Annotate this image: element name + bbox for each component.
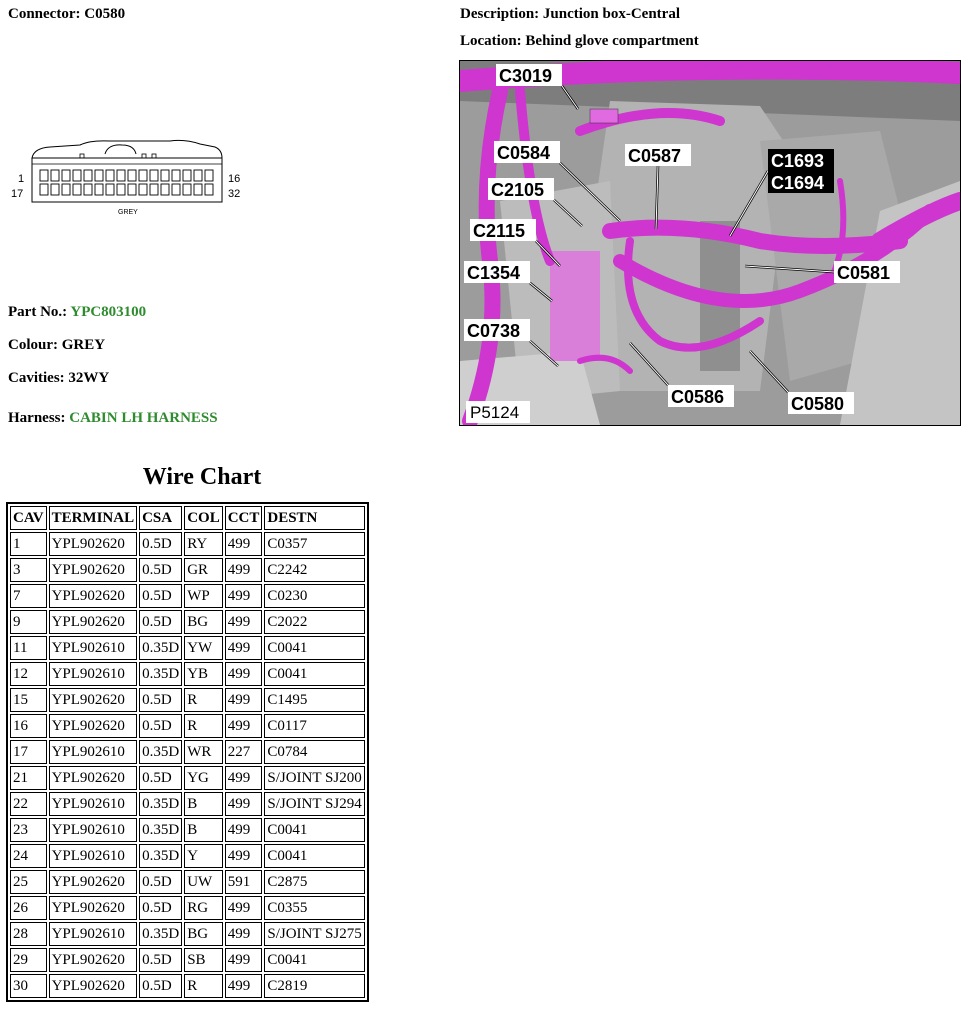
connector-pin — [150, 184, 158, 195]
callout-label: C3019 — [499, 66, 553, 86]
table-cell-col: RY — [184, 532, 223, 556]
table-cell-destn: C0230 — [264, 584, 364, 608]
table-cell-cct: 499 — [225, 688, 263, 712]
table-cell-terminal: YPL902620 — [49, 714, 138, 738]
callout-label: C1354 — [467, 263, 521, 283]
table-cell-destn: C0041 — [264, 636, 364, 660]
table-cell-destn: S/JOINT SJ294 — [264, 792, 364, 816]
table-row — [10, 896, 365, 920]
table-cell-cav: 15 — [10, 688, 47, 712]
connector-pin — [95, 170, 103, 181]
photo-ref-label: P5124 — [470, 403, 520, 422]
table-row — [10, 740, 365, 764]
table-cell-terminal: YPL902620 — [49, 558, 138, 582]
table-cell-cav: 26 — [10, 896, 47, 920]
connector-face-drawing — [10, 130, 250, 220]
table-cell-terminal: YPL902620 — [49, 974, 138, 998]
colour-value: GREY — [61, 337, 106, 353]
cavities-value: 32WY — [68, 370, 110, 386]
table-cell-cct: 499 — [225, 818, 263, 842]
connector-pin — [172, 170, 180, 181]
table-row — [10, 610, 365, 634]
table-cell-destn: S/JOINT SJ275 — [264, 922, 364, 946]
table-cell-csa: 0.5D — [139, 688, 182, 712]
table-cell-csa: 0.5D — [139, 948, 182, 972]
table-cell-cav: 22 — [10, 792, 47, 816]
table-cell-col: R — [184, 688, 223, 712]
connector-pin — [139, 184, 147, 195]
connector-pin — [172, 184, 180, 195]
table-cell-col: GR — [184, 558, 223, 582]
location-value: Behind glove compartment — [525, 33, 699, 49]
connector-line — [8, 6, 125, 23]
connector-pin — [51, 170, 59, 181]
connector-pin — [40, 170, 48, 181]
column-header-csa: CSA — [139, 506, 182, 530]
callout-label: C0581 — [837, 263, 891, 283]
connector-pin — [84, 184, 92, 195]
table-cell-cav: 23 — [10, 818, 47, 842]
table-cell-destn: C1495 — [264, 688, 364, 712]
description-value: Junction box-Central — [542, 6, 680, 22]
callout-label: C0580 — [791, 394, 845, 414]
connector-pin — [117, 170, 125, 181]
connector-pin — [73, 184, 81, 195]
table-cell-cav: 1 — [10, 532, 47, 556]
table-cell-col: Y — [184, 844, 223, 868]
table-cell-destn: C0041 — [264, 662, 364, 686]
table-cell-csa: 0.5D — [139, 532, 182, 556]
location-line — [460, 33, 699, 50]
callout-label: C2115 — [473, 221, 526, 241]
connector-pin — [161, 170, 169, 181]
connector-pin — [139, 170, 147, 181]
connector-pin — [51, 184, 59, 195]
table-cell-csa: 0.5D — [139, 558, 182, 582]
table-cell-destn: C0357 — [264, 532, 364, 556]
callout-label: C1694 — [771, 173, 825, 193]
table-row — [10, 922, 365, 946]
table-cell-destn: C0784 — [264, 740, 364, 764]
table-cell-csa: 0.5D — [139, 896, 182, 920]
table-cell-cav: 12 — [10, 662, 47, 686]
table-cell-csa: 0.5D — [139, 610, 182, 634]
table-cell-destn: C0041 — [264, 818, 364, 842]
column-header-cav: CAV — [10, 506, 47, 530]
pin-1-label: 1 — [18, 173, 25, 185]
part-no-line — [8, 304, 146, 321]
table-cell-csa: 0.5D — [139, 714, 182, 738]
table-row — [10, 870, 365, 894]
table-cell-terminal: YPL902610 — [49, 844, 138, 868]
table-cell-cct: 227 — [225, 740, 263, 764]
table-cell-terminal: YPL902610 — [49, 818, 138, 842]
connector-value: C0580 — [84, 6, 126, 22]
connector-pin — [106, 170, 114, 181]
connector-pin — [73, 170, 81, 181]
table-cell-csa: 0.35D — [139, 740, 182, 764]
table-cell-cav: 11 — [10, 636, 47, 660]
connector-pin — [183, 184, 191, 195]
table-cell-terminal: YPL902610 — [49, 922, 138, 946]
callout-label: C1693 — [771, 151, 825, 171]
cavities-line — [8, 370, 109, 387]
table-cell-cct: 499 — [225, 922, 263, 946]
table-row — [10, 558, 365, 582]
connector-pin — [95, 184, 103, 195]
table-cell-col: WP — [184, 584, 223, 608]
table-cell-terminal: YPL902610 — [49, 636, 138, 660]
column-header-terminal: TERMINAL — [49, 506, 138, 530]
cavities-label: Cavities: — [8, 370, 65, 386]
table-row — [10, 948, 365, 972]
callout-label: C0584 — [497, 143, 551, 163]
table-cell-cav: 25 — [10, 870, 47, 894]
table-cell-terminal: YPL902620 — [49, 766, 138, 790]
table-cell-cct: 499 — [225, 896, 263, 920]
connector-pin — [183, 170, 191, 181]
table-cell-destn: C2022 — [264, 610, 364, 634]
table-cell-cct: 499 — [225, 844, 263, 868]
table-cell-terminal: YPL902620 — [49, 532, 138, 556]
table-cell-terminal: YPL902620 — [49, 948, 138, 972]
table-cell-destn: C2819 — [264, 974, 364, 998]
connector-pin — [205, 184, 213, 195]
wire-chart-title: Wire Chart — [142, 464, 262, 490]
pin-32-label: 32 — [228, 188, 241, 200]
table-cell-cct: 499 — [225, 714, 263, 738]
table-cell-col: YW — [184, 636, 223, 660]
table-cell-destn: S/JOINT SJ200 — [264, 766, 364, 790]
table-cell-destn: C2242 — [264, 558, 364, 582]
table-row — [10, 584, 365, 608]
table-row — [10, 792, 365, 816]
connector-pin — [117, 184, 125, 195]
table-cell-cct: 499 — [225, 636, 263, 660]
table-cell-csa: 0.5D — [139, 870, 182, 894]
callout-c1694 — [768, 171, 834, 193]
colour-line — [8, 337, 105, 354]
part-no-label: Part No.: — [8, 304, 68, 320]
table-cell-csa: 0.35D — [139, 922, 182, 946]
table-cell-cav: 16 — [10, 714, 47, 738]
table-cell-cav: 29 — [10, 948, 47, 972]
table-cell-terminal: YPL902620 — [49, 584, 138, 608]
table-cell-csa: 0.5D — [139, 766, 182, 790]
table-cell-csa: 0.5D — [139, 584, 182, 608]
table-row — [10, 818, 365, 842]
harness-value: CABIN LH HARNESS — [69, 410, 218, 426]
wire-chart-body — [10, 532, 365, 998]
connector-pin — [194, 170, 202, 181]
connector-pin — [128, 184, 136, 195]
callout-label: C0586 — [671, 387, 725, 407]
table-cell-terminal: YPL902620 — [49, 610, 138, 634]
callout-label: C0587 — [628, 146, 682, 166]
connector-pin — [161, 184, 169, 195]
table-cell-cav: 30 — [10, 974, 47, 998]
table-cell-cav: 7 — [10, 584, 47, 608]
table-row — [10, 688, 365, 712]
table-cell-cct: 499 — [225, 662, 263, 686]
connector-pin — [40, 184, 48, 195]
table-cell-terminal: YPL902610 — [49, 662, 138, 686]
callout-label: C2105 — [491, 180, 545, 200]
connector-pin — [128, 170, 136, 181]
table-row — [10, 662, 365, 686]
table-cell-col: BG — [184, 922, 223, 946]
table-cell-col: BG — [184, 610, 223, 634]
table-row — [10, 714, 365, 738]
part-no-value: YPC803100 — [70, 304, 147, 320]
table-cell-cct: 499 — [225, 532, 263, 556]
table-cell-terminal: YPL902620 — [49, 688, 138, 712]
table-cell-cct: 499 — [225, 584, 263, 608]
wire-chart-header-row — [10, 506, 365, 530]
table-cell-destn: C2875 — [264, 870, 364, 894]
table-cell-cct: 499 — [225, 610, 263, 634]
table-cell-csa: 0.35D — [139, 636, 182, 660]
location-label: Location: — [460, 33, 522, 49]
location-photo — [459, 60, 961, 426]
table-cell-destn: C0041 — [264, 948, 364, 972]
connector-pin — [62, 184, 70, 195]
table-cell-terminal: YPL902620 — [49, 870, 138, 894]
table-cell-csa: 0.35D — [139, 662, 182, 686]
table-cell-col: YG — [184, 766, 223, 790]
connector-pin — [150, 170, 158, 181]
connector-pin — [205, 170, 213, 181]
table-cell-csa: 0.35D — [139, 844, 182, 868]
connector-pin — [62, 170, 70, 181]
table-cell-destn: C0041 — [264, 844, 364, 868]
table-cell-cav: 3 — [10, 558, 47, 582]
table-cell-cav: 9 — [10, 610, 47, 634]
table-row — [10, 636, 365, 660]
pin-17-label: 17 — [11, 188, 24, 200]
table-cell-destn: C0117 — [264, 714, 364, 738]
connector-label: Connector: — [8, 6, 81, 22]
pin-16-label: 16 — [228, 173, 241, 185]
table-cell-csa: 0.35D — [139, 792, 182, 816]
description-line — [460, 6, 680, 23]
table-cell-cav: 28 — [10, 922, 47, 946]
table-cell-terminal: YPL902620 — [49, 896, 138, 920]
table-cell-col: YB — [184, 662, 223, 686]
pin-grid — [40, 170, 213, 195]
connector-pin — [84, 170, 92, 181]
table-cell-col: R — [184, 974, 223, 998]
table-cell-terminal: YPL902610 — [49, 792, 138, 816]
column-header-destn: DESTN — [264, 506, 364, 530]
table-row — [10, 844, 365, 868]
table-cell-cct: 499 — [225, 974, 263, 998]
table-row — [10, 532, 365, 556]
wire-chart-table — [6, 502, 369, 1002]
table-cell-cav: 24 — [10, 844, 47, 868]
table-cell-csa: 0.35D — [139, 818, 182, 842]
table-cell-col: UW — [184, 870, 223, 894]
table-cell-col: B — [184, 792, 223, 816]
table-cell-destn: C0355 — [264, 896, 364, 920]
table-cell-cct: 499 — [225, 948, 263, 972]
table-cell-cct: 499 — [225, 558, 263, 582]
table-cell-col: WR — [184, 740, 223, 764]
harness-label: Harness: — [8, 410, 66, 426]
table-cell-cct: 499 — [225, 792, 263, 816]
connector-pin — [106, 184, 114, 195]
column-header-col: COL — [184, 506, 223, 530]
table-cell-cav: 21 — [10, 766, 47, 790]
table-cell-csa: 0.5D — [139, 974, 182, 998]
connector-pin — [194, 184, 202, 195]
table-cell-cct: 591 — [225, 870, 263, 894]
column-header-cct: CCT — [225, 506, 263, 530]
table-cell-terminal: YPL902610 — [49, 740, 138, 764]
table-row — [10, 766, 365, 790]
table-row — [10, 974, 365, 998]
table-cell-col: SB — [184, 948, 223, 972]
harness-line — [8, 410, 218, 427]
table-cell-cct: 499 — [225, 766, 263, 790]
table-cell-cav: 17 — [10, 740, 47, 764]
table-cell-col: RG — [184, 896, 223, 920]
colour-label: Colour: — [8, 337, 58, 353]
table-cell-col: R — [184, 714, 223, 738]
description-label: Description: — [460, 6, 540, 22]
callout-label: C0738 — [467, 321, 521, 341]
part-mark-label: GREY — [118, 209, 138, 216]
table-cell-col: B — [184, 818, 223, 842]
